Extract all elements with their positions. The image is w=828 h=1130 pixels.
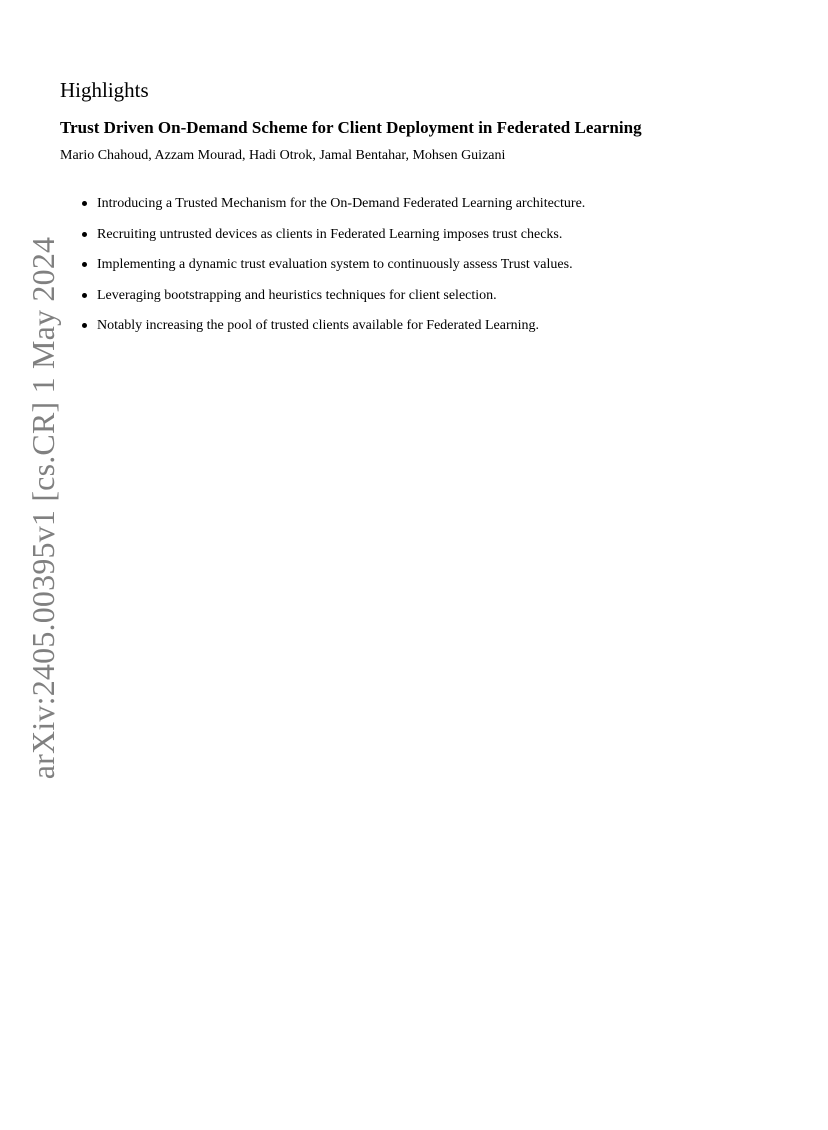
highlight-text: Implementing a dynamic trust evaluation system to continuously assess Trust values. — [97, 257, 573, 272]
highlights-list — [82, 195, 585, 348]
highlight-text: Introducing a Trusted Mechanism for the On-Demand Federated Learning architecture. — [97, 196, 586, 211]
highlight-text: Leveraging bootstrapping and heuristics techniques for client selection. — [97, 287, 497, 303]
author-list: Mario Chahoud, Azzam Mourad, Hadi Otrok, Jamal Bentahar, Mohsen Guizani — [60, 148, 506, 163]
highlight-text: Recruiting untrusted devices as clients in Federated Learning imposes trust checks. — [97, 226, 563, 242]
highlight-item — [82, 317, 585, 348]
section-heading: Highlights — [60, 78, 149, 102]
bullet-icon — [82, 232, 87, 237]
highlight-item — [82, 287, 585, 318]
highlight-item — [82, 195, 585, 226]
highlight-item — [82, 226, 585, 257]
arxiv-identifier-stamp: arXiv:2405.00395v1 [cs.CR] 1 May 2024 — [25, 236, 61, 780]
bullet-icon — [82, 323, 87, 328]
bullet-icon — [82, 293, 87, 298]
bullet-icon — [82, 201, 87, 206]
paper-title: Trust Driven On-Demand Scheme for Client Deployment in Federated Learning — [60, 118, 642, 137]
highlight-text: Notably increasing the pool of trusted clients available for Federated Learning. — [97, 318, 540, 333]
bullet-icon — [82, 262, 87, 267]
highlight-item — [82, 256, 585, 287]
